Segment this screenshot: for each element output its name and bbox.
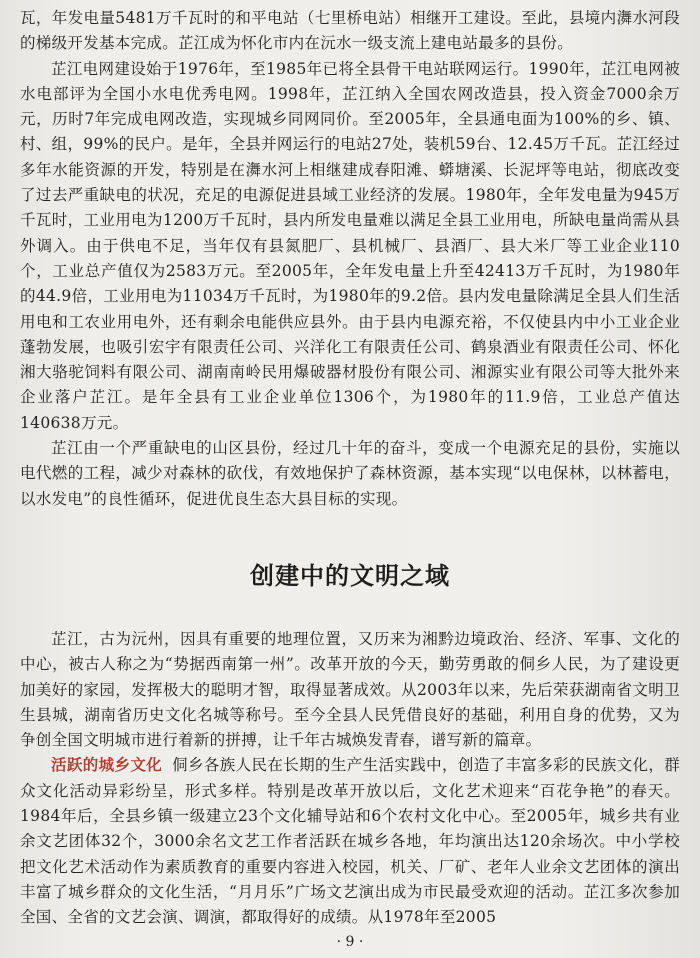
paragraph-power-grid: 芷江电网建设始于1976年，至1985年已将全县骨干电站联网运行。1990年，芷江电网被水电部评为全国小水电优秀电网。1998年，芷江纳入全国农网改造县，投入资金7000余万元，历时7年完成电网改造，实现城乡同网同价。至2005年，全县通电面为100%的乡、镇、村、组，99%的民户。是年，全县并网运行的电站27处，装机59台、12.45万千瓦。芷江经过多年水能资源的开发，特别是在㵲水河上相继建成春阳滩、蟒塘溪、长泥坪等电站，彻底改变了过去严重缺电的状况，充足的电源促进县域工业经济的发展。1980年，全年发电量为945万千瓦时，工业用电为1200万千瓦时，县内所发电量难以满足全县工业用电，所缺电量尚需从县外调入。由于供电不足，当年仅有县氮肥厂、县机械厂、县酒厂、县大米厂等工业企业110个，工业总产值仅为2583万元。至2005年，全年发电量上升至42413万千瓦时，为1980年的44.9倍，工业用电为11034万千瓦时，为1980年的9.2倍。县内发电量除满足全县人们生活用电和工农业用电外，还有剩余电能供应县外。由于县内电源充裕，不仅使县内中小工业企业蓬勃发展，也吸引宏宇有限责任公司、兴洋化工有限责任公司、鹤泉酒业有限责任公司、怀化湘大骆驼饲料有限公司、湖南南岭民用爆破器材股份有限公司、湘源实业有限公司等大批外来企业落户芷江。是年全县有工业企业单位1306个，为1980年的11.9倍，工业总产值达140638万元。 (20, 59, 680, 432)
paragraph-culture-text: 侗乡各族人民在长期的生产生活实践中，创造了丰富多彩的民族文化，群众文化活动异彩纷呈，形式多样。特别是改革开放以后，文化艺术迎来“百花争艳”的春天。1984年后，全县乡镇一级建立23个文化辅导站和6个农村文化中心。至2005年，城乡共有业余文艺团体32个，3000余名文艺工作者活跃在城乡各地，年均演出达120余场次。中小学校把文化艺术活动作为素质教育的重要内容进入校园，机关、厂矿、老年人业余文艺团体的演出丰富了城乡群众的文化生活，“月月乐”广场文艺演出成为市民最受欢迎的活动。芷江多次参加全国、全省的文艺会演、调演，都取得好的成绩。从1978年至2005 (20, 756, 680, 927)
paragraph-power-summary: 芷江由一个严重缺电的山区县份，经过几十年的奋斗，变成一个电源充足的县份，实施以电代燃的工程，减少对森林的砍伐，有效地保护了森林资源，基本实现“以电保林，以林蓄电，以水发电”的良性循环，促进优良生态大县目标的实现。 (20, 439, 680, 508)
paragraph-power-stations: 瓦，年发电量5481万千瓦时的和平电站（七里桥电站）相继开工建设。至此，县境内㵲水河段的梯级开发基本完成。芷江成为怀化市内在沅水一级支流上建电站最多的县份。 (20, 9, 680, 53)
paragraph-civilization-intro: 芷江，古为沅州，因具有重要的地理位置，又历来为湘黔边境政治、经济、军事、文化的中心，被古人称之为“势据西南第一州”。改革开放的今天，勤劳勇敢的侗乡人民，为了建设更加美好的家园，发挥极大的聪明才智，取得显著成效。从2003年以来，先后荣获湖南省文明卫生县城，湖南省历史文化名城等称号。至今全县人民凭借良好的基础，利用自身的优势，又为争创全国文明城市进行着新的拼搏，让千年古城焕发青春，谱写新的篇章。 (20, 629, 680, 750)
page-number: · 9 · (336, 934, 364, 950)
subheading-urban-rural-culture: 活跃的城乡文化 (51, 756, 163, 775)
paragraph-culture (20, 753, 680, 930)
section-heading: 创建中的文明之域 (250, 561, 450, 590)
